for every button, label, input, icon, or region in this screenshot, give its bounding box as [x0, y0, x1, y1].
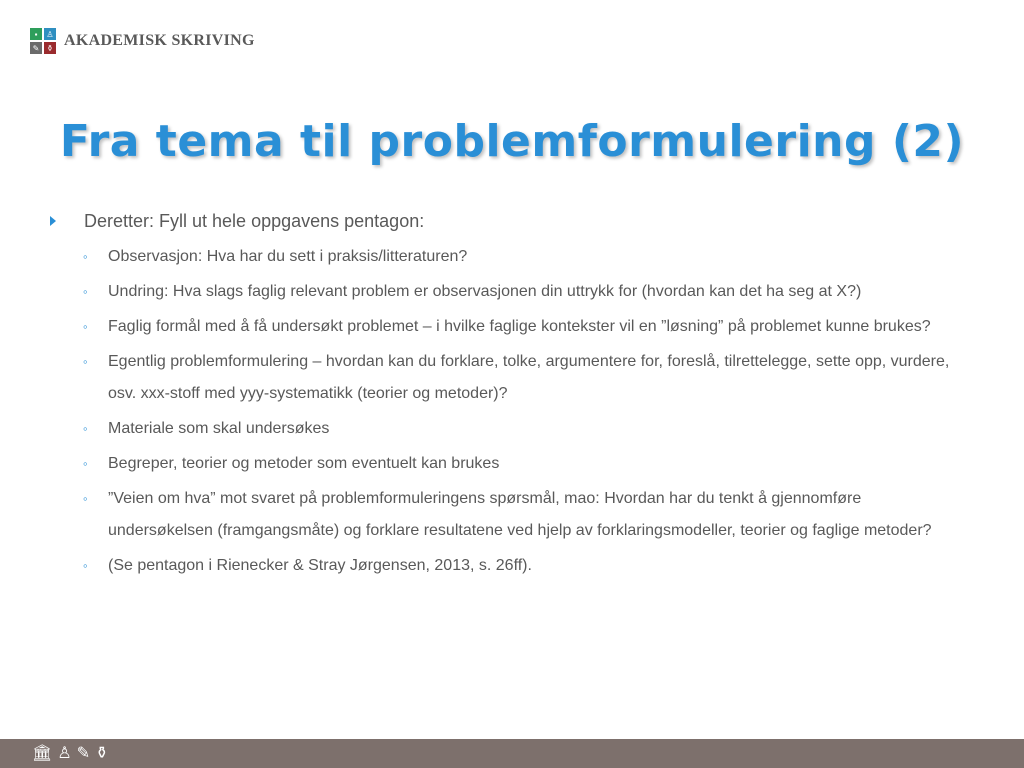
- circle-bullet-icon: ◦: [83, 354, 88, 369]
- vase-icon: ⚱: [95, 744, 109, 762]
- footer-bar: [0, 739, 1024, 768]
- slide-content: [50, 207, 960, 585]
- person-icon: ♙: [44, 28, 56, 40]
- institution-icon: 🏛: [32, 744, 53, 762]
- sub-bullet-item: [83, 276, 960, 308]
- logo-text: AKADEMISK SKRIVING: [64, 32, 255, 49]
- sub-bullet-item: [83, 241, 960, 273]
- sub-bullet-text: ”Veien om hva” mot svaret på problemformuleringens spørsmål, mao: Hvordan har du tenkt å gjennomføre undersøkelsen (framgangsmåte) og forklare resultatene ved hjelp av forklaringsmodeller, teorier og faglige metoder?: [108, 490, 932, 539]
- person-icon: ♙: [57, 744, 72, 762]
- sub-bullet-item: [83, 483, 960, 547]
- pen-icon: ✎: [76, 744, 91, 762]
- triangle-bullet-icon: [50, 207, 60, 235]
- sub-bullet-item: [83, 550, 960, 582]
- sub-bullet-text: Egentlig problemformulering – hvordan kan du forklare, tolke, argumentere for, foreslå, tilrettelegge, sette opp, vurdere, osv. xxx-stoff med yyy-systematikk (teorier og metoder)?: [108, 353, 950, 402]
- main-bullet-text: Deretter: Fyll ut hele oppgavens pentagon:: [84, 211, 425, 231]
- circle-bullet-icon: ◦: [83, 284, 88, 299]
- circle-bullet-icon: ◦: [83, 558, 88, 573]
- sub-bullet-text: (Se pentagon i Rienecker & Stray Jørgensen, 2013, s. 26ff).: [108, 557, 532, 574]
- sub-bullet-text: Undring: Hva slags faglig relevant problem er observasjonen din uttrykk for (hvordan kan det ha seg at X?): [108, 283, 862, 300]
- sub-bullet-text: Observasjon: Hva har du sett i praksis/litteraturen?: [108, 248, 468, 265]
- sub-bullet-list: [50, 241, 960, 582]
- book-icon: ▪: [30, 28, 42, 40]
- sub-bullet-item: [83, 413, 960, 445]
- vase-icon: ⚱: [44, 42, 56, 54]
- sub-bullet-item: [83, 311, 960, 343]
- slide-title: Fra tema til problemformulering (2): [59, 116, 965, 167]
- circle-bullet-icon: ◦: [83, 319, 88, 334]
- circle-bullet-icon: ◦: [83, 421, 88, 436]
- sub-bullet-item: [83, 448, 960, 480]
- logo-mark: [30, 28, 56, 54]
- sub-bullet-text: Begreper, teorier og metoder som eventuelt kan brukes: [108, 455, 500, 472]
- circle-bullet-icon: ◦: [83, 456, 88, 471]
- main-bullet: [50, 207, 960, 235]
- circle-bullet-icon: ◦: [83, 491, 88, 506]
- sub-bullet-item: [83, 346, 960, 410]
- sub-bullet-text: Faglig formål med å få undersøkt problemet – i hvilke faglige kontekster vil en ”løsning” på problemet kunne brukes?: [108, 318, 931, 335]
- logo: [30, 28, 255, 54]
- pen-icon: ✎: [30, 42, 42, 54]
- circle-bullet-icon: ◦: [83, 249, 88, 264]
- sub-bullet-text: Materiale som skal undersøkes: [108, 420, 330, 437]
